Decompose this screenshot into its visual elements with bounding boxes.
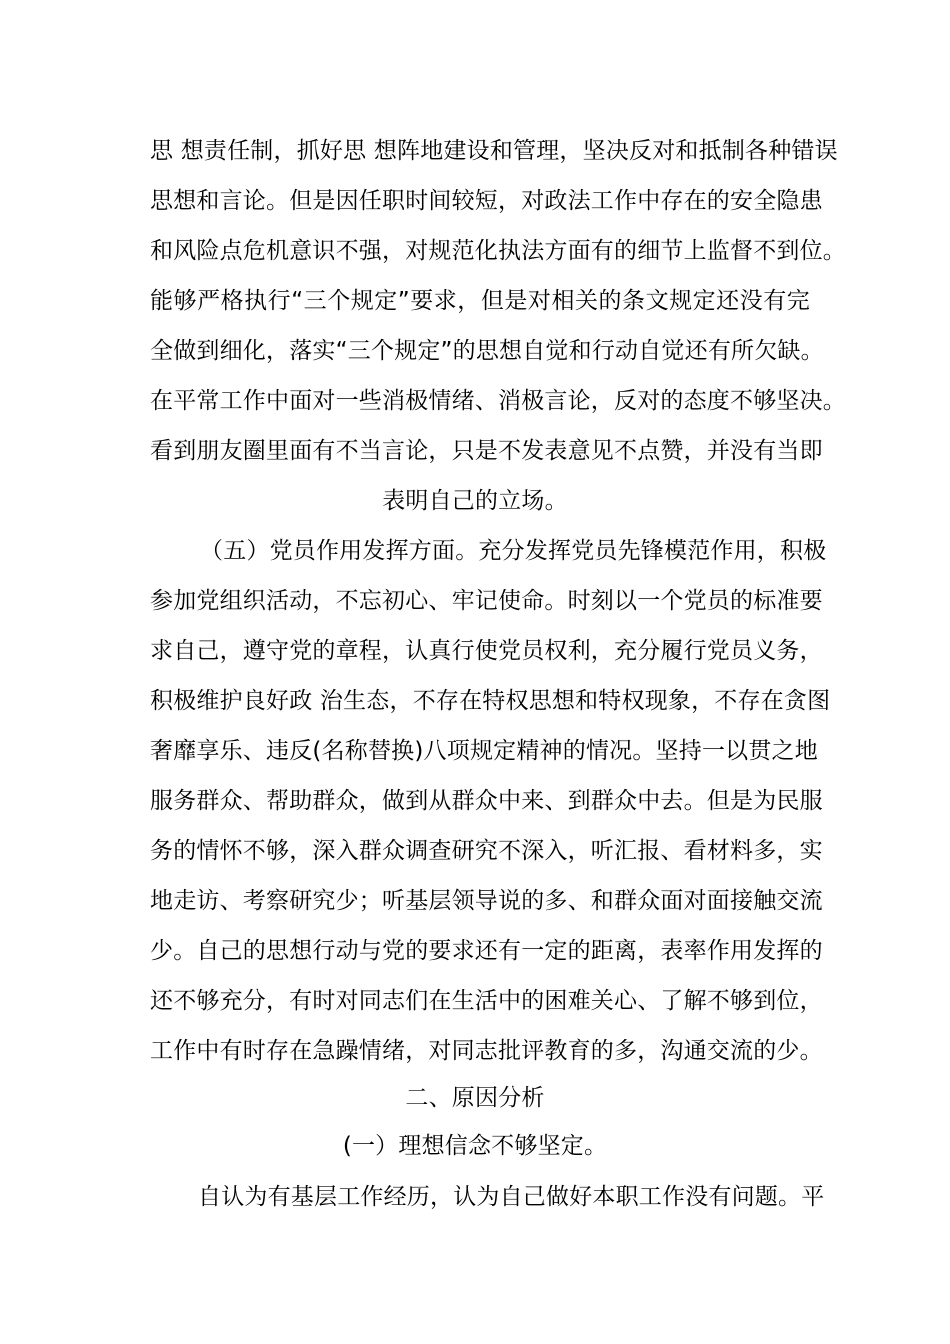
body-text-line: 思想和言论。但是因任职时间较短，对政法工作中存在的安全隐患 [150, 188, 823, 214]
body-text-line: 和风险点危机意识不强，对规范化执法方面有的细节上监督不到位。 [150, 238, 846, 264]
body-text-line: 地走访、考察研究少；听基层领导说的多、和群众面对面接触交流 [150, 888, 823, 914]
section-heading-line: （五）党员作用发挥方面。充分发挥党员先锋模范作用，积极 [200, 538, 827, 564]
body-text-line: 服务群众、帮助群众，做到从群众中来、到群众中去。但是为民服 [150, 788, 823, 814]
body-text-line: 奢靡享乐、违反(名称替换)八项规定精神的情况。坚持一以贯之地 [150, 738, 818, 764]
section-heading: 二、原因分析 [405, 1085, 545, 1111]
body-text-line: 工作中有时存在急躁情绪，对同志批评教育的多，沟通交流的少。 [150, 1038, 823, 1064]
body-text-line: 思 想责任制，抓好思 想阵地建设和管理，坚决反对和抵制各种错误 [150, 138, 838, 164]
body-text-line: 能够严格执行“三个规定”要求，但是对相关的条文规定还没有完 [150, 288, 810, 314]
body-text-line: 少。自己的思想行动与党的要求还有一定的距离，表率作用发挥的 [150, 938, 823, 964]
body-text-line: 参加党组织活动，不忘初心、牢记使命。时刻以一个党员的标准要 [150, 588, 823, 614]
body-text-line: 自认为有基层工作经历，认为自己做好本职工作没有问题。平 [198, 1184, 825, 1210]
body-text-line: 还不够充分，有时对同志们在生活中的困难关心、了解不够到位， [150, 988, 823, 1014]
body-text-line: 积极维护良好政 治生态，不存在特权思想和特权现象，不存在贪图 [150, 688, 831, 714]
body-text-line: 务的情怀不够，深入群众调查研究不深入，听汇报、看材料多，实 [150, 838, 823, 864]
subsection-heading: (一）理想信念不够坚定。 [342, 1133, 608, 1159]
body-text-line: 在平常工作中面对一些消极情绪、消极言论，反对的态度不够坚决。 [150, 388, 846, 414]
body-text-line: 看到朋友圈里面有不当言论，只是不发表意见不点赞，并没有当即 [150, 438, 823, 464]
body-text-line: 求自己，遵守党的章程，认真行使党员权利，充分履行党员义务， [150, 638, 823, 664]
body-text-line: 表明自己的立场。 [382, 488, 568, 514]
body-text-line: 全做到细化，落实“三个规定”的思想自觉和行动自觉还有所欠缺。 [150, 338, 824, 364]
